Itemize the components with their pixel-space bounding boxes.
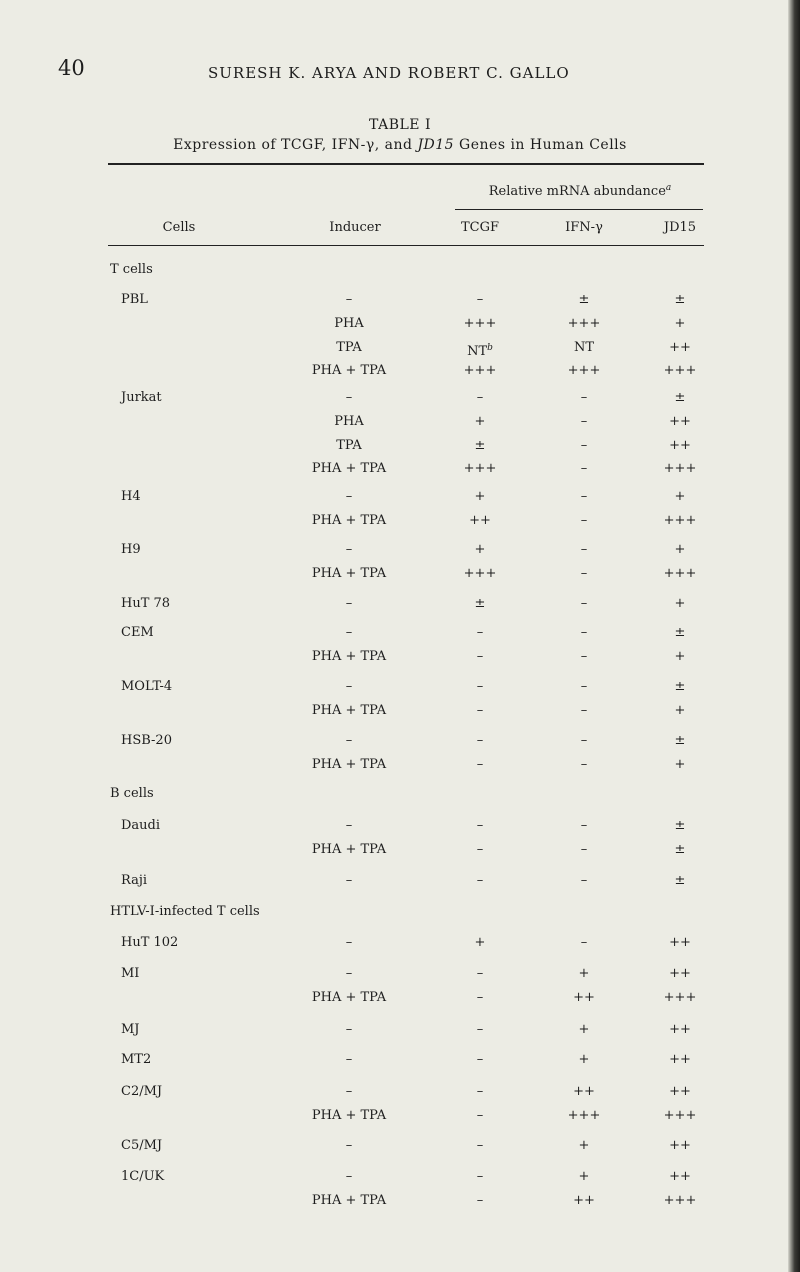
tcgf-value: – [476, 990, 484, 1005]
tcgf-value: +++ [463, 363, 497, 378]
ifn-value: – [580, 842, 588, 857]
jd15-value: +++ [663, 1108, 697, 1123]
tcgf-value: ± [474, 438, 486, 453]
inducer-value: – [345, 935, 353, 950]
jd15-value: +++ [663, 990, 697, 1005]
inducer-value: PHA + TPA [311, 1108, 387, 1123]
tcgf-value: ± [474, 596, 486, 611]
ifn-value: + [578, 1138, 590, 1153]
jd15-value: ++ [669, 1138, 691, 1153]
inducer-value: PHA + TPA [311, 703, 387, 718]
cell-name: Jurkat [121, 390, 162, 405]
inducer-value: TPA [336, 340, 362, 355]
inducer-value: PHA + TPA [311, 990, 387, 1005]
jd15-value: ++ [669, 1169, 691, 1184]
caption-part: Genes in Human Cells [454, 137, 627, 153]
inducer-value: PHA + TPA [311, 363, 387, 378]
ifn-value: + [578, 966, 590, 981]
ifn-value: – [580, 414, 588, 429]
inducer-value: PHA + TPA [311, 649, 387, 664]
tcgf-value: – [476, 757, 484, 772]
inducer-value: TPA [336, 438, 362, 453]
col-header-tcgf: TCGF [460, 220, 500, 235]
jd15-value: ++ [669, 935, 691, 950]
inducer-value: – [345, 292, 353, 307]
tcgf-value: – [476, 649, 484, 664]
tcgf-value: – [476, 818, 484, 833]
top-rule [108, 163, 704, 165]
inducer-value: – [345, 1138, 353, 1153]
inducer-value: – [345, 873, 353, 888]
ifn-value: +++ [567, 316, 601, 331]
ifn-value: ++ [573, 1193, 595, 1208]
group-label: B cells [110, 786, 154, 801]
tcgf-value: – [476, 1169, 484, 1184]
ifn-value: + [578, 1022, 590, 1037]
inducer-value: PHA + TPA [311, 566, 387, 581]
ifn-value: – [580, 489, 588, 504]
jd15-value: + [674, 596, 686, 611]
tcgf-value: + [474, 489, 486, 504]
ifn-value: – [580, 513, 588, 528]
tcgf-value: – [476, 1138, 484, 1153]
inducer-value: PHA + TPA [311, 757, 387, 772]
inducer-value: – [345, 1022, 353, 1037]
jd15-value: ++ [669, 340, 691, 355]
ifn-value: – [580, 438, 588, 453]
page-number: 40 [58, 56, 85, 80]
footnote-mark: b [487, 343, 493, 353]
jd15-value: +++ [663, 1193, 697, 1208]
inducer-value: PHA [334, 316, 364, 331]
jd15-value: +++ [663, 461, 697, 476]
jd15-value: + [674, 489, 686, 504]
tcgf-value: +++ [463, 316, 497, 331]
inducer-value: – [345, 390, 353, 405]
jd15-value: + [674, 649, 686, 664]
ifn-value: ± [578, 292, 590, 307]
inducer-value: – [345, 596, 353, 611]
inducer-value: – [345, 679, 353, 694]
footnote-mark: a [665, 183, 672, 193]
ifn-value: – [580, 625, 588, 640]
jd15-value: ++ [669, 1052, 691, 1067]
header-rule [108, 245, 704, 246]
cell-name: PBL [121, 292, 148, 307]
cell-name: MI [121, 966, 140, 981]
inducer-value: – [345, 1052, 353, 1067]
ifn-value: – [580, 542, 588, 557]
ifn-value: – [580, 566, 588, 581]
tcgf-value: – [476, 733, 484, 748]
inducer-value: PHA + TPA [311, 1193, 387, 1208]
inducer-value: PHA + TPA [311, 513, 387, 528]
group-label: T cells [110, 262, 153, 277]
col-header-jd15: JD15 [663, 220, 697, 235]
tcgf-value: + [474, 414, 486, 429]
ifn-value: – [580, 461, 588, 476]
inducer-value: PHA + TPA [311, 842, 387, 857]
cell-name: H9 [121, 542, 141, 557]
cell-name: CEM [121, 625, 154, 640]
jd15-value: ± [674, 818, 686, 833]
ifn-value: – [580, 703, 588, 718]
ifn-value: – [580, 935, 588, 950]
ifn-value: +++ [567, 363, 601, 378]
jd15-value: ± [674, 390, 686, 405]
col-header-inducer: Inducer [329, 220, 381, 235]
inducer-value: – [345, 966, 353, 981]
inducer-value: – [345, 542, 353, 557]
cell-name: Raji [121, 873, 148, 888]
tcgf-value: – [476, 679, 484, 694]
tcgf-value: +++ [463, 566, 497, 581]
caption-part: Expression of TCGF, IFN-γ, and [173, 137, 418, 153]
table-caption [0, 137, 800, 153]
ifn-value: – [580, 757, 588, 772]
tcgf-value: – [476, 1022, 484, 1037]
ifn-value: ++ [573, 1084, 595, 1099]
ifn-value: + [578, 1052, 590, 1067]
cell-name: C5/MJ [121, 1138, 163, 1153]
jd15-value: ++ [669, 1084, 691, 1099]
cell-name: MT2 [121, 1052, 152, 1067]
tcgf-value: – [476, 873, 484, 888]
spanner-text: Relative mRNA abundance [488, 184, 666, 199]
spanner-rule [455, 209, 703, 210]
cell-name: MOLT-4 [121, 679, 173, 694]
jd15-value: +++ [663, 513, 697, 528]
tcgf-value: – [476, 625, 484, 640]
tcgf-value: +++ [463, 461, 497, 476]
cell-name: MJ [121, 1022, 140, 1037]
col-header-ifn: IFN-γ [565, 220, 603, 235]
tcgf-value: $NT^b$ [467, 343, 493, 359]
tcgf-value: – [476, 1084, 484, 1099]
jd15-value: ++ [669, 414, 691, 429]
cell-name: 1C/UK [121, 1169, 165, 1184]
inducer-value: – [345, 733, 353, 748]
cell-name: C2/MJ [121, 1084, 163, 1099]
jd15-value: ± [674, 842, 686, 857]
inducer-value: PHA [334, 414, 364, 429]
inducer-value: – [345, 489, 353, 504]
cell-name: Daudi [121, 818, 161, 833]
ifn-value: – [580, 649, 588, 664]
caption-italic: JD15 [417, 137, 455, 153]
table-title: TABLE I [369, 117, 431, 133]
inducer-value: – [345, 818, 353, 833]
tcgf-value: – [476, 292, 484, 307]
page-edge [788, 0, 800, 1272]
ifn-value: NT [573, 340, 595, 355]
jd15-value: ++ [669, 438, 691, 453]
running-head: SURESH K. ARYA AND ROBERT C. GALLO [208, 64, 570, 82]
cell-name: H4 [121, 489, 141, 504]
tcgf-value: – [476, 1193, 484, 1208]
tcgf-value: – [476, 1108, 484, 1123]
inducer-value: – [345, 1084, 353, 1099]
tcgf-value: – [476, 1052, 484, 1067]
jd15-value: ± [674, 679, 686, 694]
ifn-value: – [580, 596, 588, 611]
jd15-value: + [674, 757, 686, 772]
tcgf-value: – [476, 842, 484, 857]
jd15-value: ++ [669, 1022, 691, 1037]
jd15-value: ± [674, 625, 686, 640]
tcgf-value: – [476, 390, 484, 405]
spanner-header [489, 180, 672, 200]
cell-name: HSB-20 [121, 733, 172, 748]
jd15-value: ± [674, 733, 686, 748]
ifn-value: – [580, 390, 588, 405]
jd15-value: + [674, 542, 686, 557]
ifn-value: – [580, 733, 588, 748]
jd15-value: ± [674, 873, 686, 888]
col-header-cells: Cells [162, 220, 196, 235]
jd15-value: +++ [663, 566, 697, 581]
ifn-value: +++ [567, 1108, 601, 1123]
ifn-value: – [580, 818, 588, 833]
tcgf-value: ++ [469, 513, 491, 528]
cell-name: HuT 78 [121, 596, 171, 611]
jd15-value: ± [674, 292, 686, 307]
inducer-value: – [345, 1169, 353, 1184]
tcgf-value: – [476, 966, 484, 981]
ifn-value: ++ [573, 990, 595, 1005]
jd15-value: +++ [663, 363, 697, 378]
ifn-value: + [578, 1169, 590, 1184]
cell-name: HuT 102 [121, 935, 179, 950]
inducer-value: – [345, 625, 353, 640]
tcgf-value: + [474, 935, 486, 950]
group-label: HTLV-I-infected T cells [110, 904, 260, 919]
inducer-value: PHA + TPA [311, 461, 387, 476]
ifn-value: – [580, 679, 588, 694]
ifn-value: – [580, 873, 588, 888]
jd15-value: + [674, 703, 686, 718]
tcgf-value: – [476, 703, 484, 718]
tcgf-value: + [474, 542, 486, 557]
jd15-value: ++ [669, 966, 691, 981]
jd15-value: + [674, 316, 686, 331]
